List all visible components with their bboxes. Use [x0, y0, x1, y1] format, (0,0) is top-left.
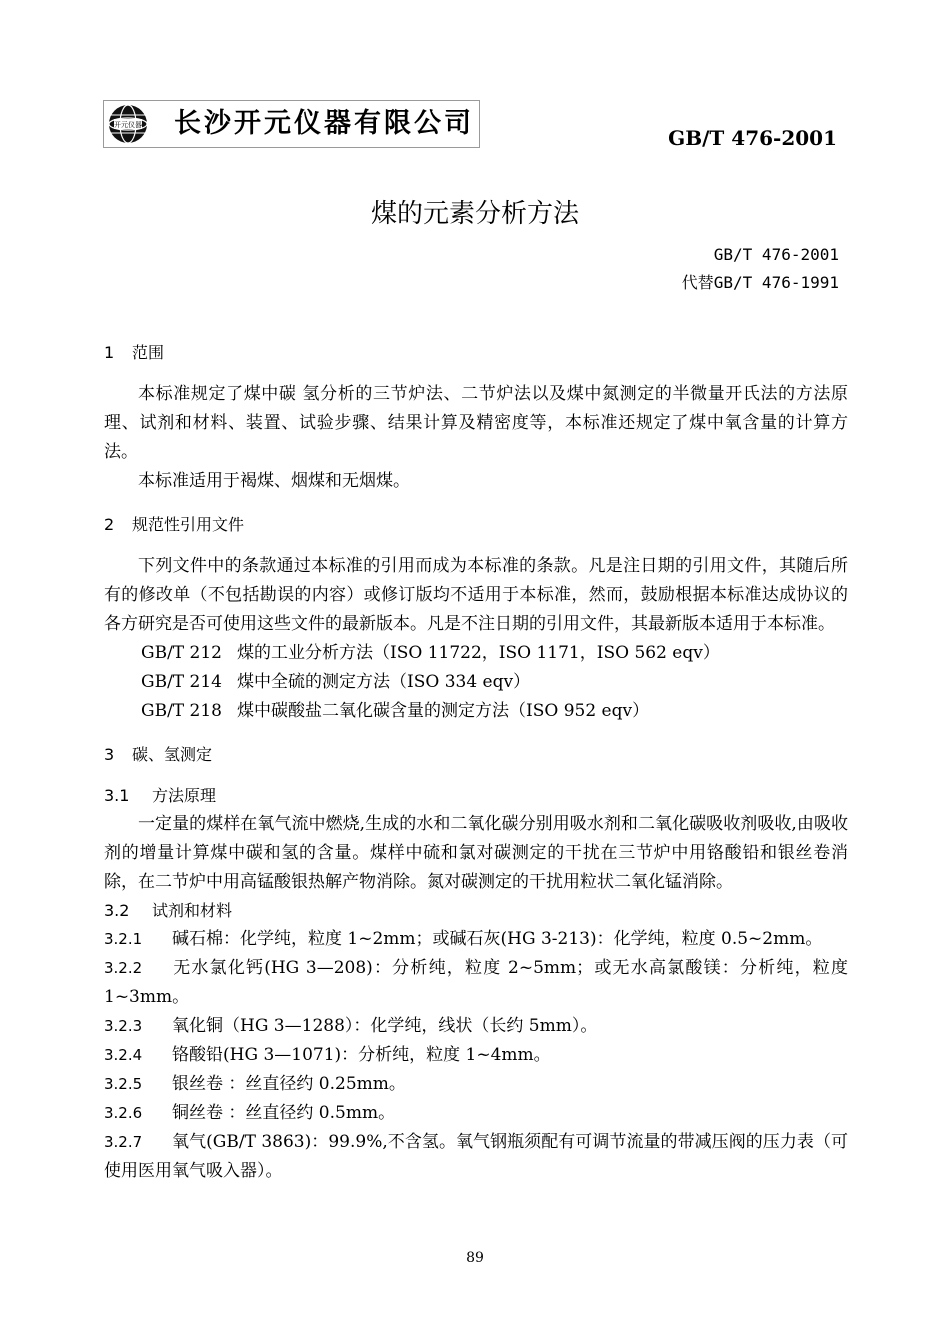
section-heading — [104, 510, 848, 540]
subsection-number: 3.2 — [104, 901, 130, 920]
reference-text: 煤中全硫的测定方法（ISO 334 eqv） — [237, 672, 531, 692]
page-number: 89 — [466, 1250, 484, 1266]
item-number: 3.2.5 — [104, 1075, 143, 1093]
document-codes — [682, 241, 839, 297]
company-name: 长沙开元仪器有限公司 — [174, 108, 474, 139]
subsection-title: 试剂和材料 — [152, 901, 233, 920]
list-item — [104, 1070, 848, 1099]
reference-item — [104, 668, 848, 697]
section-heading — [104, 338, 848, 368]
item-number: 3.2.1 — [104, 930, 143, 948]
list-item — [104, 1099, 848, 1128]
document-code: GB/T 476-2001 — [713, 245, 839, 264]
item-text: 铜丝卷 ：丝直径约 0.5mm。 — [172, 1103, 396, 1123]
document-replaces: 代替GB/T 476-1991 — [681, 273, 839, 292]
reference-item — [104, 697, 848, 726]
item-number: 3.2.7 — [104, 1133, 143, 1151]
paragraph: 本标准规定了煤中碳 氢分析的三节炉法、二节炉法以及煤中氮测定的半微量开氏法的方法原理、试剂和材料、装置、试验步骤、结果计算及精密度等，本标准还规定了煤中氧含量的计算方法。 — [104, 384, 848, 462]
section-number: 2 — [104, 515, 115, 534]
item-number: 3.2.2 — [104, 959, 143, 977]
paragraph: 下列文件中的条款通过本标准的引用而成为本标准的条款。凡是注日期的引用文件，其随后所有的修改单（不包括勘误的内容）或修订版均不适用于本标准，然而，鼓励根据本标准达成协议的各方研究是否可使用这些文件的最新版本。凡是不注日期的引用文件，其最新版本适用于本标准。 — [104, 556, 848, 634]
item-text: 碱石棉：化学纯，粒度 1~2mm；或碱石灰(HG 3-213)：化学纯，粒度 0.5~2mm。 — [172, 929, 823, 949]
list-item — [104, 1012, 848, 1041]
document-title: 煤的元素分析方法 — [370, 199, 579, 229]
company-logo — [103, 100, 480, 148]
subsection-heading — [104, 782, 848, 810]
list-item — [104, 1128, 848, 1186]
subsection-number: 3.1 — [104, 786, 130, 805]
list-item — [104, 925, 848, 954]
reference-code: GB/T 212 — [141, 643, 222, 663]
item-text: 铬酸铅(HG 3—1071)：分析纯，粒度 1~4mm。 — [172, 1045, 551, 1065]
section-title: 规范性引用文件 — [132, 515, 245, 534]
paragraph: 一定量的煤样在氧气流中燃烧,生成的水和二氧化碳分别用吸水剂和二氧化碳吸收剂吸收,由吸收剂的增量计算煤中碳和氢的含量。煤样中硫和氯对碳测定的干扰在三节炉中用铬酸铅和银丝卷消除，在二节炉中用高锰酸银热解产物消除。氮对碳测定的干扰用粒状二氧化锰消除。 — [104, 814, 848, 892]
reference-text: 煤的工业分析方法（ISO 11722，ISO 1171，ISO 562 eqv） — [237, 643, 720, 663]
item-text: 银丝卷 ：丝直径约 0.25mm。 — [172, 1074, 406, 1094]
reference-item — [104, 639, 848, 668]
document-body — [104, 338, 848, 1186]
item-number: 3.2.4 — [104, 1046, 143, 1064]
item-number: 3.2.6 — [104, 1104, 143, 1122]
list-item — [104, 954, 848, 1012]
section-number: 1 — [104, 343, 115, 362]
item-text: 氧气(GB/T 3863)：99.9%,不含氢。氧气钢瓶须配有可调节流量的带减压阀的压力表（可使用医用氧气吸入器）。 — [104, 1132, 848, 1181]
reference-code: GB/T 218 — [141, 701, 222, 721]
logo-emblem-text: 开元仪器 — [114, 121, 142, 129]
section-heading — [104, 740, 848, 770]
section-number: 3 — [104, 745, 115, 764]
subsection-heading — [104, 897, 848, 925]
globe-emblem-icon — [108, 104, 148, 144]
subsection-title: 方法原理 — [152, 786, 217, 805]
item-text: 无水氯化钙(HG 3—208)：分析纯，粒度 2~5mm；或无水高氯酸镁：分析纯，粒度 1~3mm。 — [104, 958, 848, 1007]
list-item — [104, 1041, 848, 1070]
reference-text: 煤中碳酸盐二氧化碳含量的测定方法（ISO 952 eqv） — [237, 701, 650, 721]
reference-code: GB/T 214 — [141, 672, 222, 692]
item-text: 氧化铜（HG 3—1288）：化学纯，线状（长约 5mm）。 — [172, 1016, 598, 1036]
section-title: 碳、氢测定 — [132, 745, 213, 764]
item-number: 3.2.3 — [104, 1017, 143, 1035]
section-title: 范围 — [132, 343, 165, 362]
paragraph: 本标准适用于褐煤、烟煤和无烟煤。 — [138, 471, 410, 491]
header-standard-number: GB/T 476-2001 — [668, 126, 837, 150]
